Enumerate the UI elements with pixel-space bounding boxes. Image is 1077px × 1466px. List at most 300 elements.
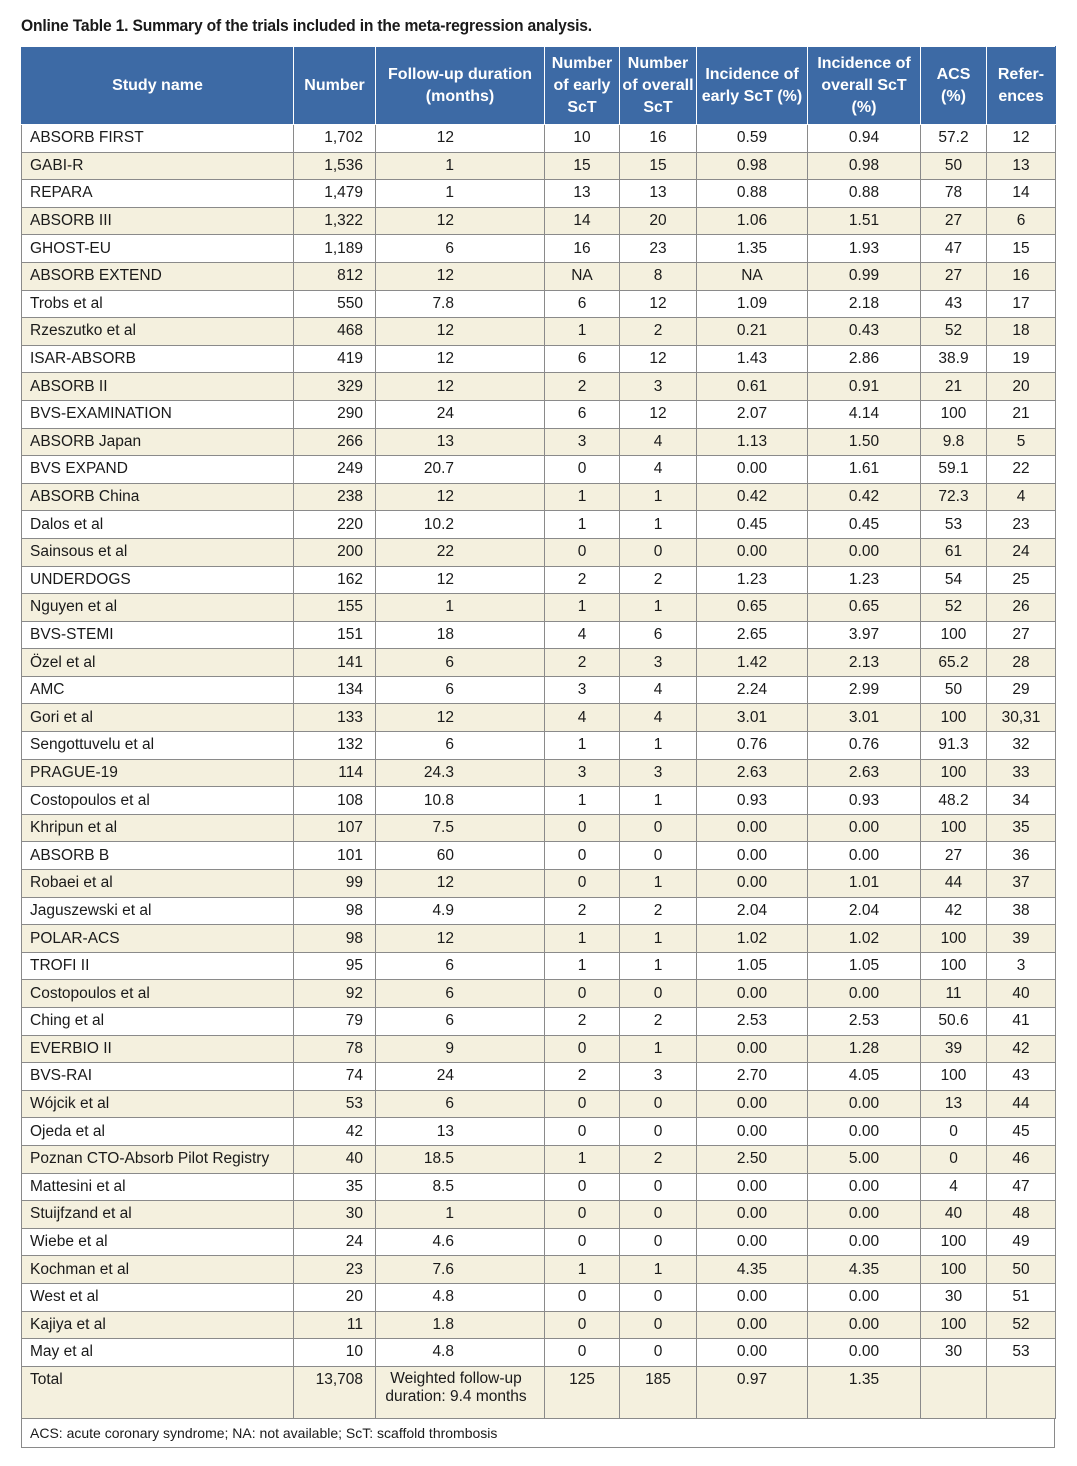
cell-incidence-overall: 1.93	[808, 235, 921, 263]
cell-overall-sct: 0	[620, 980, 697, 1008]
follow-up-value: 12	[436, 129, 454, 147]
cell-number: 42	[294, 1118, 376, 1146]
cell-early-sct: 3	[545, 759, 620, 787]
cell-study-name: Dalos et al	[22, 511, 294, 539]
cell-incidence-overall: 0.98	[808, 152, 921, 180]
cell-incidence-overall: 0.42	[808, 483, 921, 511]
cell-incidence-overall: 0.00	[808, 538, 921, 566]
follow-up-value: 12	[436, 350, 454, 368]
cell-acs: 50	[921, 676, 987, 704]
cell-follow-up	[376, 925, 545, 953]
cell-acs: 52	[921, 594, 987, 622]
cell-study-name: Stuijfzand et al	[22, 1201, 294, 1229]
cell-early-sct: 0	[545, 1118, 620, 1146]
cell-incidence-overall: 0.00	[808, 980, 921, 1008]
cell-number: 220	[294, 511, 376, 539]
cell-follow-up	[376, 870, 545, 898]
cell-number: 30	[294, 1201, 376, 1229]
table-row	[22, 1090, 1056, 1118]
table-row	[22, 152, 1056, 180]
cell-number: 550	[294, 290, 376, 318]
cell-study-name: ABSORB FIRST	[22, 125, 294, 153]
table-row	[22, 870, 1056, 898]
cell-references: 42	[987, 1035, 1056, 1063]
table-row-total	[22, 1366, 1056, 1418]
table-row	[22, 318, 1056, 346]
cell-early-sct: 1	[545, 594, 620, 622]
cell-incidence-overall: 0.45	[808, 511, 921, 539]
cell-incidence-early: 1.06	[697, 207, 808, 235]
cell-number: 141	[294, 649, 376, 677]
table-row	[22, 1145, 1056, 1173]
cell-number: 13,708	[294, 1366, 376, 1418]
follow-up-value: 6	[445, 1012, 454, 1030]
cell-incidence-early: 2.24	[697, 676, 808, 704]
cell-number: 1,322	[294, 207, 376, 235]
cell-incidence-overall: 0.93	[808, 787, 921, 815]
table-row	[22, 207, 1056, 235]
cell-incidence-early: 2.63	[697, 759, 808, 787]
table-row	[22, 787, 1056, 815]
cell-study-name: May et al	[22, 1339, 294, 1367]
cell-number: 132	[294, 732, 376, 760]
cell-incidence-early: NA	[697, 262, 808, 290]
table-row	[22, 1256, 1056, 1284]
cell-follow-up	[376, 1339, 545, 1367]
cell-acs: 42	[921, 897, 987, 925]
cell-incidence-overall: 0.00	[808, 1201, 921, 1229]
follow-up-value: 1	[445, 598, 454, 616]
cell-acs: 100	[921, 1311, 987, 1339]
table-row	[22, 290, 1056, 318]
cell-acs: 27	[921, 262, 987, 290]
cell-study-name: EVERBIO II	[22, 1035, 294, 1063]
cell-references: 16	[987, 262, 1056, 290]
table-row	[22, 952, 1056, 980]
cell-number: 151	[294, 621, 376, 649]
cell-incidence-early: 1.42	[697, 649, 808, 677]
cell-study-name: Özel et al	[22, 649, 294, 677]
cell-references: 28	[987, 649, 1056, 677]
cell-study-name: TROFI II	[22, 952, 294, 980]
cell-number: 10	[294, 1339, 376, 1367]
cell-incidence-overall: 1.01	[808, 870, 921, 898]
cell-study-name: UNDERDOGS	[22, 566, 294, 594]
cell-overall-sct: 1	[620, 511, 697, 539]
cell-early-sct: 125	[545, 1366, 620, 1418]
cell-incidence-overall: 2.99	[808, 676, 921, 704]
cell-acs: 47	[921, 235, 987, 263]
cell-incidence-early: 0.00	[697, 870, 808, 898]
cell-early-sct: 13	[545, 180, 620, 208]
table-container	[21, 46, 1055, 1448]
cell-references: 53	[987, 1339, 1056, 1367]
cell-incidence-overall: 0.76	[808, 732, 921, 760]
cell-study-name: Trobs et al	[22, 290, 294, 318]
follow-up-value: 12	[436, 212, 454, 230]
cell-follow-up	[376, 1228, 545, 1256]
cell-early-sct: 0	[545, 842, 620, 870]
cell-references: 47	[987, 1173, 1056, 1201]
cell-overall-sct: 2	[620, 897, 697, 925]
table-row	[22, 1339, 1056, 1367]
follow-up-value: 4.6	[432, 1233, 454, 1251]
cell-acs: 30	[921, 1283, 987, 1311]
cell-incidence-overall: 0.00	[808, 1228, 921, 1256]
cell-incidence-overall: 0.00	[808, 1118, 921, 1146]
cell-acs: 0	[921, 1118, 987, 1146]
cell-study-name: ABSORB EXTEND	[22, 262, 294, 290]
cell-number: 155	[294, 594, 376, 622]
cell-acs: 4	[921, 1173, 987, 1201]
cell-follow-up	[376, 1173, 545, 1201]
follow-up-value: 18.5	[423, 1150, 454, 1168]
cell-number: 1,189	[294, 235, 376, 263]
cell-number: 74	[294, 1063, 376, 1091]
cell-incidence-early: 0.88	[697, 180, 808, 208]
cell-incidence-early: 1.43	[697, 345, 808, 373]
cell-follow-up	[376, 759, 545, 787]
cell-incidence-early: 0.00	[697, 538, 808, 566]
cell-incidence-overall: 2.04	[808, 897, 921, 925]
cell-incidence-overall: 0.00	[808, 1173, 921, 1201]
cell-early-sct: 2	[545, 1008, 620, 1036]
cell-incidence-early: 0.00	[697, 1339, 808, 1367]
header-number: Number	[294, 47, 376, 125]
cell-incidence-early: 0.65	[697, 594, 808, 622]
cell-study-name: Jaguszewski et al	[22, 897, 294, 925]
table-row	[22, 1201, 1056, 1229]
cell-acs: 100	[921, 1256, 987, 1284]
cell-study-name: Poznan CTO-Absorb Pilot Registry	[22, 1145, 294, 1173]
cell-number: 108	[294, 787, 376, 815]
cell-incidence-early: 2.65	[697, 621, 808, 649]
follow-up-value: 6	[445, 239, 454, 257]
table-row	[22, 1311, 1056, 1339]
cell-references: 26	[987, 594, 1056, 622]
cell-study-name: Wiebe et al	[22, 1228, 294, 1256]
cell-references: 36	[987, 842, 1056, 870]
cell-follow-up	[376, 345, 545, 373]
cell-overall-sct: 0	[620, 1201, 697, 1229]
cell-overall-sct: 2	[620, 1145, 697, 1173]
cell-overall-sct: 1	[620, 925, 697, 953]
cell-overall-sct: 1	[620, 1035, 697, 1063]
table-row	[22, 373, 1056, 401]
cell-study-name: AMC	[22, 676, 294, 704]
cell-study-name: ABSORB Japan	[22, 428, 294, 456]
cell-early-sct: NA	[545, 262, 620, 290]
cell-follow-up	[376, 1118, 545, 1146]
header-follow-up: Follow-up duration (months)	[376, 47, 545, 125]
cell-references: 21	[987, 400, 1056, 428]
cell-overall-sct: 2	[620, 1008, 697, 1036]
cell-number: 20	[294, 1283, 376, 1311]
cell-follow-up	[376, 511, 545, 539]
cell-early-sct: 0	[545, 1283, 620, 1311]
cell-incidence-overall: 0.91	[808, 373, 921, 401]
cell-early-sct: 2	[545, 897, 620, 925]
cell-acs: 100	[921, 1228, 987, 1256]
cell-incidence-overall: 0.99	[808, 262, 921, 290]
follow-up-value: 4.9	[432, 901, 454, 919]
cell-incidence-overall: 2.53	[808, 1008, 921, 1036]
cell-acs	[921, 1366, 987, 1418]
table-row	[22, 125, 1056, 153]
cell-early-sct: 10	[545, 125, 620, 153]
cell-incidence-overall: 0.00	[808, 1283, 921, 1311]
follow-up-value: 12	[436, 929, 454, 947]
header-incidence-early: Incidence of early ScT (%)	[697, 47, 808, 125]
cell-incidence-early: 0.00	[697, 1283, 808, 1311]
cell-acs: 59.1	[921, 456, 987, 484]
cell-follow-up	[376, 897, 545, 925]
cell-references: 52	[987, 1311, 1056, 1339]
cell-study-name: REPARA	[22, 180, 294, 208]
cell-incidence-early: 0.93	[697, 787, 808, 815]
follow-up-value: 12	[436, 874, 454, 892]
cell-incidence-overall: 0.65	[808, 594, 921, 622]
cell-follow-up	[376, 566, 545, 594]
table-row	[22, 511, 1056, 539]
follow-up-value: 20.7	[423, 460, 454, 478]
table-row	[22, 621, 1056, 649]
cell-overall-sct: 1	[620, 1256, 697, 1284]
table-footnote: ACS: acute coronary syndrome; NA: not available; ScT: scaffold thrombosis	[21, 1419, 1055, 1448]
table-row	[22, 235, 1056, 263]
cell-follow-up	[376, 373, 545, 401]
cell-acs: 100	[921, 759, 987, 787]
cell-acs: 0	[921, 1145, 987, 1173]
cell-incidence-overall: 1.28	[808, 1035, 921, 1063]
cell-acs: 27	[921, 207, 987, 235]
cell-overall-sct: 12	[620, 400, 697, 428]
cell-number: 468	[294, 318, 376, 346]
table-row	[22, 345, 1056, 373]
follow-up-value: 12	[436, 267, 454, 285]
cell-early-sct: 0	[545, 980, 620, 1008]
cell-number: 1,536	[294, 152, 376, 180]
cell-incidence-early: 0.97	[697, 1366, 808, 1418]
cell-early-sct: 4	[545, 704, 620, 732]
cell-references: 41	[987, 1008, 1056, 1036]
cell-incidence-early: 1.23	[697, 566, 808, 594]
table-row	[22, 676, 1056, 704]
cell-study-name: Sengottuvelu et al	[22, 732, 294, 760]
cell-incidence-overall: 1.23	[808, 566, 921, 594]
table-row	[22, 842, 1056, 870]
cell-follow-up	[376, 814, 545, 842]
cell-acs: 48.2	[921, 787, 987, 815]
header-acs: ACS (%)	[921, 47, 987, 125]
cell-study-name: Kajiya et al	[22, 1311, 294, 1339]
cell-incidence-overall: 0.88	[808, 180, 921, 208]
cell-follow-up	[376, 1256, 545, 1284]
cell-early-sct: 2	[545, 649, 620, 677]
trials-table	[21, 46, 1056, 1419]
cell-study-name: Rzeszutko et al	[22, 318, 294, 346]
follow-up-value: 12	[436, 708, 454, 726]
cell-early-sct: 0	[545, 1311, 620, 1339]
cell-references: 39	[987, 925, 1056, 953]
follow-up-value: 6	[445, 1095, 454, 1113]
cell-references: 14	[987, 180, 1056, 208]
cell-number: 98	[294, 897, 376, 925]
cell-follow-up	[376, 676, 545, 704]
cell-acs: 100	[921, 1063, 987, 1091]
follow-up-value: 12	[436, 377, 454, 395]
cell-references: 30,31	[987, 704, 1056, 732]
cell-incidence-early: 0.76	[697, 732, 808, 760]
table-row	[22, 925, 1056, 953]
cell-incidence-early: 0.59	[697, 125, 808, 153]
cell-overall-sct: 4	[620, 704, 697, 732]
follow-up-value: 1.8	[432, 1315, 454, 1333]
cell-overall-sct: 12	[620, 345, 697, 373]
cell-follow-up	[376, 1201, 545, 1229]
cell-number: 812	[294, 262, 376, 290]
table-row	[22, 704, 1056, 732]
cell-overall-sct: 0	[620, 842, 697, 870]
cell-overall-sct: 185	[620, 1366, 697, 1418]
cell-incidence-overall: 1.05	[808, 952, 921, 980]
cell-overall-sct: 2	[620, 566, 697, 594]
cell-study-name: Ching et al	[22, 1008, 294, 1036]
cell-follow-up	[376, 428, 545, 456]
cell-references: 46	[987, 1145, 1056, 1173]
cell-early-sct: 1	[545, 318, 620, 346]
cell-follow-up	[376, 842, 545, 870]
cell-acs: 100	[921, 621, 987, 649]
cell-acs: 50.6	[921, 1008, 987, 1036]
cell-early-sct: 3	[545, 428, 620, 456]
cell-early-sct: 1	[545, 925, 620, 953]
cell-overall-sct: 1	[620, 483, 697, 511]
cell-references: 51	[987, 1283, 1056, 1311]
follow-up-value: 1	[445, 184, 454, 202]
cell-overall-sct: 1	[620, 870, 697, 898]
cell-study-name: ABSORB China	[22, 483, 294, 511]
cell-follow-up	[376, 732, 545, 760]
cell-incidence-overall: 0.43	[808, 318, 921, 346]
cell-follow-up	[376, 1035, 545, 1063]
cell-number: 95	[294, 952, 376, 980]
table-header	[22, 47, 1056, 125]
cell-follow-up	[376, 980, 545, 1008]
cell-follow-up	[376, 483, 545, 511]
cell-early-sct: 1	[545, 1256, 620, 1284]
cell-acs: 100	[921, 925, 987, 953]
cell-number: 79	[294, 1008, 376, 1036]
cell-incidence-early: 0.00	[697, 980, 808, 1008]
cell-overall-sct: 23	[620, 235, 697, 263]
follow-up-value: 6	[445, 653, 454, 671]
cell-study-name: BVS EXPAND	[22, 456, 294, 484]
cell-incidence-overall: 2.63	[808, 759, 921, 787]
cell-overall-sct: 4	[620, 456, 697, 484]
table-row	[22, 456, 1056, 484]
cell-follow-up	[376, 400, 545, 428]
cell-number: 134	[294, 676, 376, 704]
cell-acs: 39	[921, 1035, 987, 1063]
cell-follow-up	[376, 594, 545, 622]
cell-early-sct: 4	[545, 621, 620, 649]
cell-incidence-early: 4.35	[697, 1256, 808, 1284]
cell-acs: 38.9	[921, 345, 987, 373]
follow-up-value: 7.5	[432, 819, 454, 837]
cell-study-name: Costopoulos et al	[22, 787, 294, 815]
cell-incidence-early: 2.07	[697, 400, 808, 428]
cell-incidence-overall: 2.18	[808, 290, 921, 318]
cell-acs: 9.8	[921, 428, 987, 456]
table-row	[22, 1035, 1056, 1063]
cell-acs: 61	[921, 538, 987, 566]
cell-incidence-early: 0.00	[697, 1090, 808, 1118]
follow-up-value: 24	[436, 1067, 454, 1085]
header-early-sct: Number of early ScT	[545, 47, 620, 125]
cell-overall-sct: 3	[620, 1063, 697, 1091]
cell-overall-sct: 0	[620, 1283, 697, 1311]
follow-up-value: 10.8	[423, 791, 454, 809]
cell-number: 329	[294, 373, 376, 401]
cell-incidence-overall: 5.00	[808, 1145, 921, 1173]
cell-follow-up	[376, 262, 545, 290]
cell-overall-sct: 4	[620, 676, 697, 704]
cell-early-sct: 1	[545, 483, 620, 511]
cell-number: 35	[294, 1173, 376, 1201]
follow-up-value: 8.5	[432, 1177, 454, 1195]
table-row	[22, 980, 1056, 1008]
cell-incidence-overall: 1.61	[808, 456, 921, 484]
cell-early-sct: 2	[545, 373, 620, 401]
cell-references: 3	[987, 952, 1056, 980]
cell-incidence-overall: 2.13	[808, 649, 921, 677]
cell-study-name: Gori et al	[22, 704, 294, 732]
cell-references: 5	[987, 428, 1056, 456]
cell-references: 50	[987, 1256, 1056, 1284]
cell-early-sct: 14	[545, 207, 620, 235]
follow-up-value: 1	[445, 1205, 454, 1223]
cell-study-name: PRAGUE-19	[22, 759, 294, 787]
follow-up-value: 6	[445, 736, 454, 754]
cell-references: 12	[987, 125, 1056, 153]
cell-overall-sct: 1	[620, 732, 697, 760]
cell-acs: 40	[921, 1201, 987, 1229]
cell-early-sct: 0	[545, 870, 620, 898]
cell-follow-up	[376, 318, 545, 346]
cell-references: 44	[987, 1090, 1056, 1118]
cell-acs: 100	[921, 814, 987, 842]
cell-references: 20	[987, 373, 1056, 401]
cell-study-name: BVS-EXAMINATION	[22, 400, 294, 428]
cell-study-name: GABI-R	[22, 152, 294, 180]
cell-acs: 100	[921, 400, 987, 428]
cell-incidence-early: 0.00	[697, 1228, 808, 1256]
cell-references: 6	[987, 207, 1056, 235]
cell-references: 13	[987, 152, 1056, 180]
cell-overall-sct: 0	[620, 538, 697, 566]
follow-up-value: 1	[445, 156, 454, 174]
cell-study-name: ABSORB II	[22, 373, 294, 401]
cell-references: 22	[987, 456, 1056, 484]
cell-incidence-overall: 0.00	[808, 1090, 921, 1118]
cell-acs: 44	[921, 870, 987, 898]
table-row	[22, 1008, 1056, 1036]
cell-study-name: GHOST-EU	[22, 235, 294, 263]
cell-references: 38	[987, 897, 1056, 925]
table-row	[22, 400, 1056, 428]
cell-overall-sct: 1	[620, 952, 697, 980]
